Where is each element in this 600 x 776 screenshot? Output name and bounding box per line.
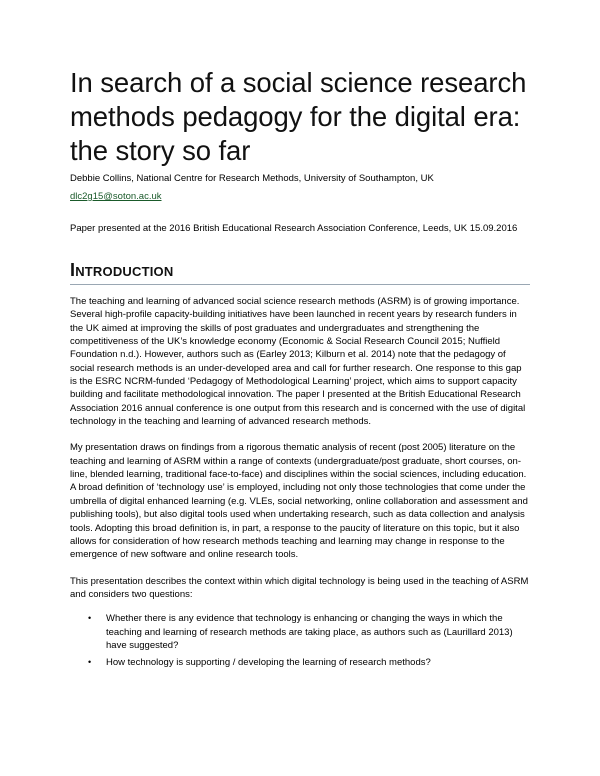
- presentation-note: Paper presented at the 2016 British Educational Research Association Conference, Leeds, UK 15.09.2016: [70, 223, 518, 234]
- paragraph-2: My presentation draws on findings from a rigorous thematic analysis of recent (post 2005) literature on the teaching and learning of ASRM within a range of contexts (undergraduate/post graduate, short courses, on-line, blended learning, traditional face-to-face) and disciplines within the social sciences, including education. A broad definition of ‘technology use’ is employed, including not only those technologies that come under the umbrella of digital enhanced learning (e.g. VLEs, social networking, online collaboration and assessment and publishing tools), but also digital tools used when undertaking research, such as data collection and analysis tools. Adopting this broad definition is, in part, a response to the paucity of literature on this topic, but it also allows for consideration of how research methods teaching and learning may change in response to the emergence of new software and online research tools.: [70, 442, 528, 561]
- list-item: [70, 656, 530, 669]
- questions-list: [70, 612, 530, 669]
- section-heading-introduction: Introduction: [70, 260, 530, 285]
- author-email-link[interactable]: dlc2g15@soton.ac.uk: [70, 191, 162, 202]
- question-text-1: Whether there is any evidence that technology is enhancing or changing the ways in which the teaching and learning of research methods are taking place, as authors such as (Laurillard 2013) have suggested?: [106, 613, 513, 651]
- bullet-icon: •: [88, 613, 92, 624]
- bullet-icon: •: [88, 657, 92, 668]
- paragraph-3: This presentation describes the context within which digital technology is being used in the teaching of ASRM and considers two questions:: [70, 575, 529, 600]
- document-page: [70, 66, 530, 674]
- author-affiliation: Debbie Collins, National Centre for Research Methods, University of Southampton, UK: [70, 173, 434, 184]
- paragraph-1: The teaching and learning of advanced social science research methods (ASRM) is of growing importance. Several high-profile capacity-building initiatives have been launched in recent years by research funders in the UK aimed at improving the skills of post graduates and undergraduates and strengthening the competitiveness of the UK’s knowledge economy (Economic & Social Research Council 2015; Nuffield Foundation n.d.). However, authors such as (Earley 2013; Kilburn et al. 2014) note that the pedagogy of social research methods is an under-developed area and call for further research. One response to this gap is the ESRC NCRM-funded ‘Pedagogy of Methodological Learning’ project, which aims to support capacity building and facilitate methodological innovation. The paper I presented at the British Educational Research Association 2016 annual conference is one output from this research and is concerned with the use of digital technology in the teaching and learning of advanced research methods.: [70, 296, 526, 428]
- paper-title: In search of a social science research methods pedagogy for the digital era: the story so far: [70, 67, 527, 166]
- list-item: [70, 612, 530, 652]
- question-text-2: How technology is supporting / developing the learning of research methods?: [106, 657, 431, 669]
